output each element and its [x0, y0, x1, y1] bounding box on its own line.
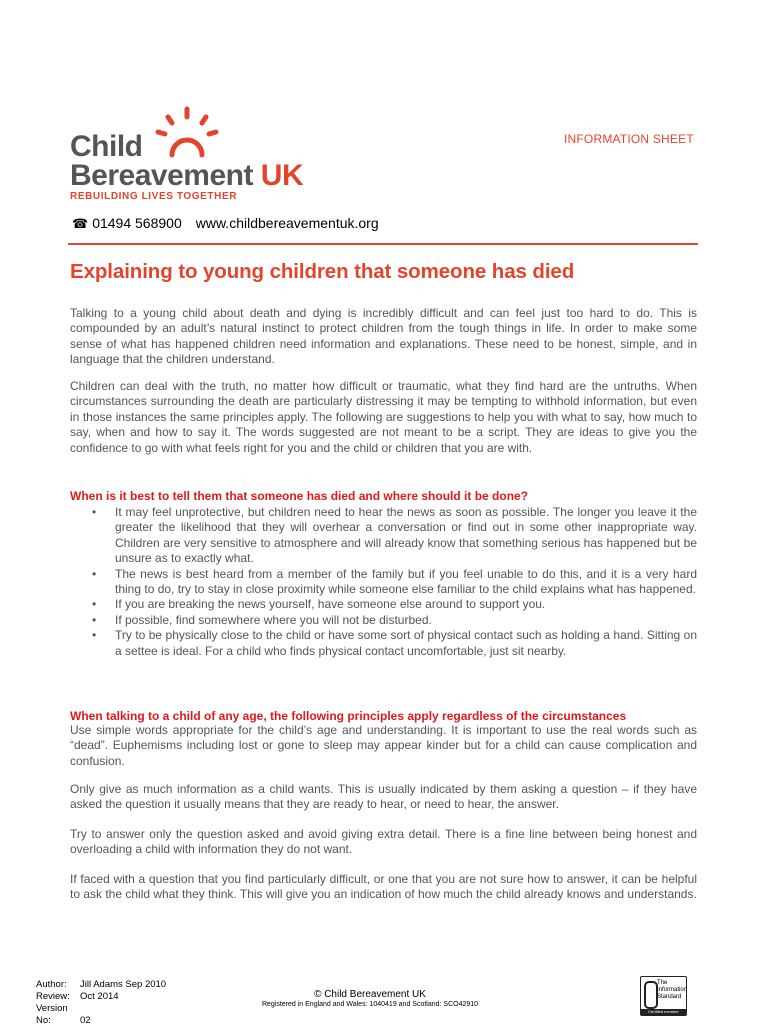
website-link[interactable]: www.childbereavementuk.org — [195, 215, 379, 231]
list-item-text: It may feel unprotective, but children need to hear the news as soon as possible. The longer you leave it the greater the likelihood that they will overhear a conversation or find out in some other inappropriate way. Children are very sensitive to atmosphere and will already know that something serious has happened but be unsure as to exactly what. — [115, 505, 697, 566]
document-meta — [36, 979, 166, 1027]
author-label: Author: — [36, 979, 67, 990]
bullet-dot: • — [92, 505, 97, 519]
contact-line — [72, 215, 379, 232]
document-type-label: INFORMATION SHEET — [564, 132, 694, 146]
review-value: Oct 2014 — [80, 991, 119, 1002]
principles-paragraph-1: Use simple words appropriate for the child’s age and understanding. It is important to use the real words such as “dead”. Euphemisms including lost or gone to sleep may appear kinder but for a child can cause complication and confusion. — [70, 723, 697, 768]
list-item — [70, 505, 697, 567]
phone-number: 01494 568900 — [92, 215, 182, 231]
badge-text: The Information Standard — [657, 980, 688, 1000]
list-item-text: The news is best heard from a member of the family but if you feel unable to do this, and it is a very hard thing to do, try to stay in close proximity while someone else familiar to the child explains what has happened. — [115, 566, 697, 597]
logo-text-main: Bereavement — [70, 159, 253, 192]
section-heading-when: When is it best to tell them that someone has died and where should it be done? — [70, 489, 529, 503]
list-item — [70, 613, 697, 628]
copyright-text: © Child Bereavement UK — [314, 989, 426, 1000]
logo-text-child: Child — [70, 130, 143, 163]
sun-logo-icon — [152, 105, 222, 161]
version-value: 02 — [80, 1015, 91, 1026]
intro-paragraph-1: Talking to a young child about death and dying is incredibly difficult and can feel just too hard to do. This is compounded by an adult’s natural instinct to protect children from the tough things in life. In order to make some sense of what has happened children need information and explanations. These need to be honest, simple, and in language that the children understand. — [70, 306, 697, 367]
header-divider — [68, 243, 698, 245]
bullet-dot: • — [92, 566, 97, 581]
badge-bar-text: Certified member — [641, 1009, 686, 1015]
bullet-dot: • — [92, 597, 97, 612]
page-title: Explaining to young children that someone has died — [70, 260, 575, 283]
footer-copyright — [230, 989, 510, 1008]
review-line — [36, 991, 166, 1003]
list-item-text: If possible, find somewhere where you will not be disturbed. — [115, 612, 432, 627]
bullet-dot: • — [92, 612, 97, 627]
logo-tagline: REBUILDING LIVES TOGETHER — [70, 191, 238, 202]
author-value: Jill Adams Sep 2010 — [80, 979, 167, 990]
principles-paragraph-4: If faced with a question that you find particularly difficult, or one that you are not sure how to answer, it can be helpful to ask the child what they think. This will give you an indication of how much the child already knows and understands. — [70, 872, 697, 902]
review-label: Review: — [36, 991, 70, 1002]
list-item — [70, 628, 697, 659]
list-item — [70, 597, 697, 612]
badge-mark-icon — [644, 981, 658, 1009]
logo-text-bereavement — [70, 160, 303, 192]
author-line — [36, 979, 166, 991]
principles-paragraph-3: Try to answer only the question asked and avoid giving extra detail. There is a fine line between being honest and overloading a child with information they do not want. — [70, 827, 697, 857]
registration-text: Registered in England and Wales: 1040419 and Scotland: SCO42910 — [261, 1001, 479, 1008]
version-label: Version No: — [36, 1003, 68, 1026]
logo-text-uk: UK — [260, 159, 304, 192]
section-heading-principles: When talking to a child of any age, the following principles apply regardless of the circumstances — [70, 709, 627, 723]
version-line — [36, 1003, 166, 1027]
phone-icon: ☎ — [72, 216, 89, 231]
bullet-dot: • — [92, 628, 97, 643]
principles-paragraph-2: Only give as much information as a child wants. This is usually indicated by them asking a question – if they have asked the question it usually means that they are ready to hear, or need to hear, the answer. — [70, 782, 697, 812]
organization-logo — [70, 105, 304, 205]
list-item-text: If you are breaking the news yourself, have someone else around to support you. — [115, 597, 546, 612]
information-standard-badge — [640, 976, 687, 1016]
list-item-text: Try to be physically close to the child or have some sort of physical contact such as holding a hand. Sitting on a settee is ideal. For a child who finds physical contact uncomfortable, just sit nearby. — [115, 628, 697, 658]
list-item — [70, 567, 697, 598]
intro-paragraph-2: Children can deal with the truth, no matter how difficult or traumatic, what they find hard are the untruths. When circumstances surrounding the death are particularly distressing it may be tempting to withhold information, but even in those instances the same principles apply. The following are suggestions to help you with what to say, how much to say, when and how to say it. The words suggested are not meant to be a script. They are ideas to give you the confidence to go with what feels right for you and the child or children that you are with. — [70, 379, 697, 455]
bullet-list — [70, 505, 697, 659]
